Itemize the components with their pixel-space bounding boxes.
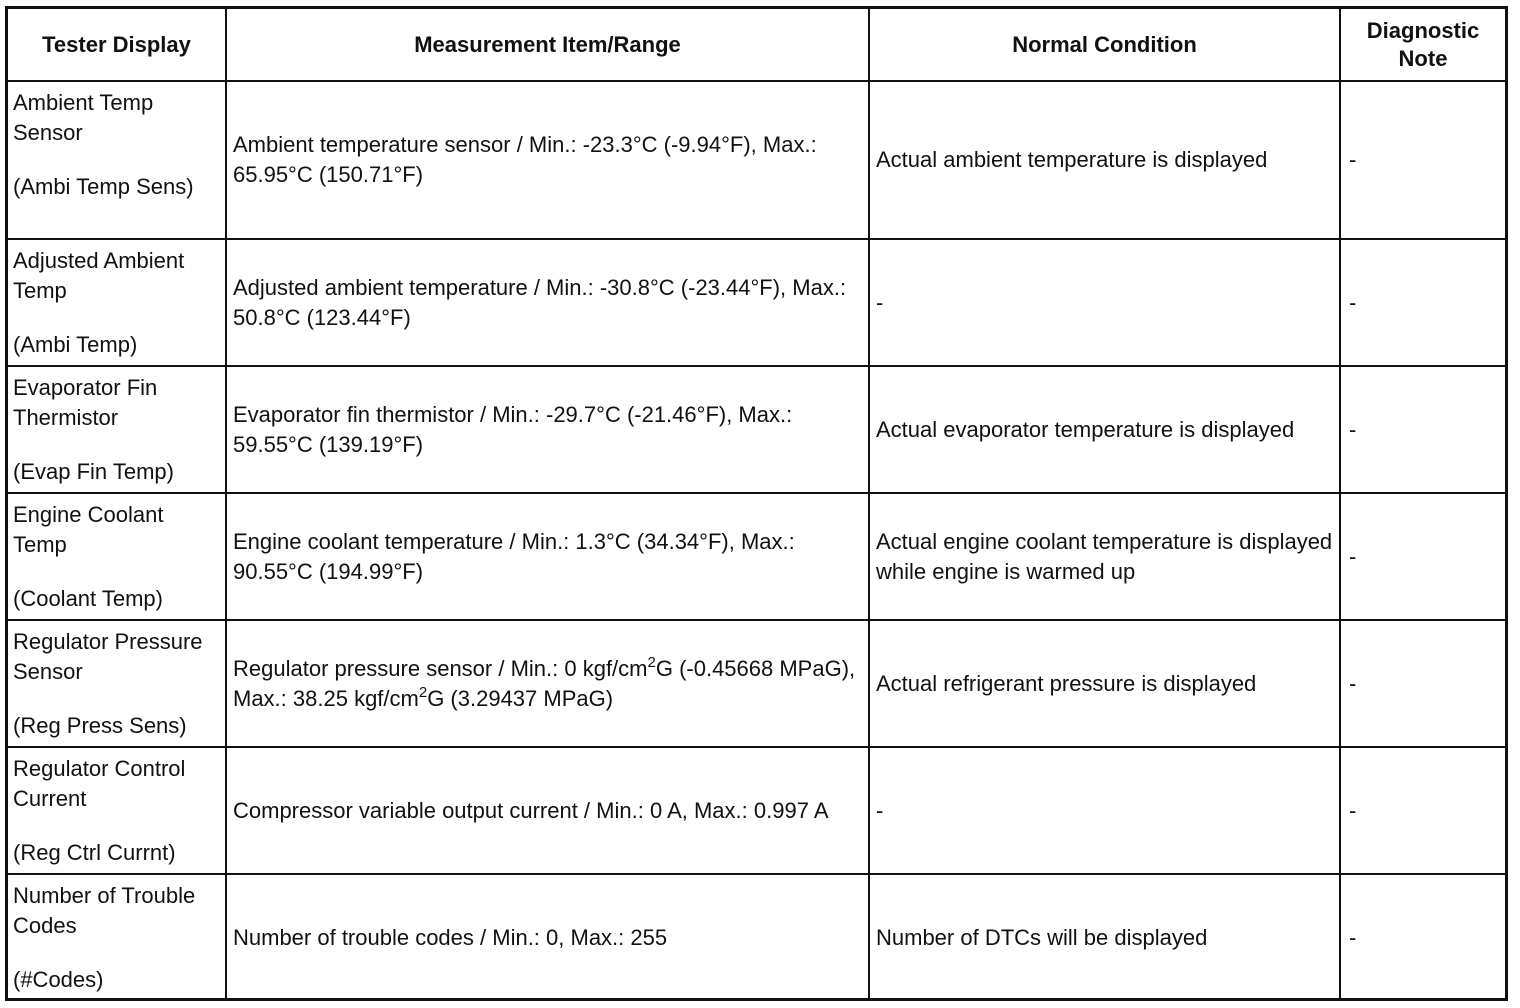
table-row [8, 493, 1505, 620]
tester-item-abbreviation: (Evap Fin Temp) [13, 459, 174, 484]
cell-measurement-item-range: Adjusted ambient temperature / Min.: -30.8°C (-23.44°F), Max.: 50.8°C (123.44°F) [226, 239, 869, 366]
table-row [8, 874, 1505, 1001]
measurement-text: G (3.29437 MPaG) [427, 685, 614, 711]
cell-diagnostic-note: - [1340, 366, 1505, 493]
data-list-table-container [5, 6, 1508, 1001]
table-header-row [8, 9, 1505, 81]
cell-diagnostic-note: - [1340, 874, 1505, 1001]
cell-tester-display [8, 620, 226, 747]
cell-tester-display [8, 874, 226, 1001]
cell-normal-condition: Number of DTCs will be displayed [869, 874, 1340, 1001]
tester-item-name: Evaporator Fin Thermistor [13, 375, 158, 430]
measurement-text: Regulator pressure sensor / Min.: 0 kgf/cm [233, 655, 648, 681]
cell-normal-condition: - [869, 747, 1340, 874]
cell-diagnostic-note: - [1340, 239, 1505, 366]
table-row [8, 81, 1505, 239]
superscript-exponent: 2 [418, 683, 428, 701]
cell-diagnostic-note: - [1340, 493, 1505, 620]
table-row [8, 620, 1505, 747]
tester-item-abbreviation: (Coolant Temp) [13, 586, 163, 611]
table-row [8, 239, 1505, 366]
cell-tester-display [8, 366, 226, 493]
cell-normal-condition: - [869, 239, 1340, 366]
tester-item-name: Regulator Control Current [13, 756, 186, 811]
cell-measurement-item-range: Evaporator fin thermistor / Min.: -29.7°C (-21.46°F), Max.: 59.55°C (139.19°F) [226, 366, 869, 493]
header-normal-condition: Normal Condition [869, 9, 1340, 81]
cell-tester-display [8, 81, 226, 239]
header-tester-display: Tester Display [8, 9, 226, 81]
cell-measurement-item-range: Number of trouble codes / Min.: 0, Max.: 255 [226, 874, 869, 1001]
measurement-text: G (-0.45668 MPaG), Max.: 38.25 kgf/cm [233, 655, 856, 711]
tester-item-name: Number of Trouble Codes [13, 883, 196, 938]
cell-normal-condition: Actual engine coolant temperature is displayed while engine is warmed up [869, 493, 1340, 620]
data-list-table [8, 9, 1505, 1001]
header-measurement-item-range: Measurement Item/Range [226, 9, 869, 81]
cell-normal-condition: Actual ambient temperature is displayed [869, 81, 1340, 239]
tester-item-name: Engine Coolant Temp [13, 502, 164, 557]
tester-item-name: Ambient Temp Sensor [13, 90, 154, 145]
cell-measurement-item-range [226, 620, 869, 747]
cell-tester-display [8, 747, 226, 874]
tester-item-name: Adjusted Ambient Temp [13, 248, 185, 303]
tester-item-abbreviation: (Ambi Temp) [13, 332, 138, 357]
cell-normal-condition: Actual refrigerant pressure is displayed [869, 620, 1340, 747]
cell-diagnostic-note: - [1340, 620, 1505, 747]
table-row [8, 366, 1505, 493]
table-row [8, 747, 1505, 874]
tester-item-abbreviation: (Reg Press Sens) [13, 713, 187, 738]
cell-tester-display [8, 239, 226, 366]
tester-item-abbreviation: (#Codes) [13, 967, 104, 992]
cell-measurement-item-range: Engine coolant temperature / Min.: 1.3°C (34.34°F), Max.: 90.55°C (194.99°F) [226, 493, 869, 620]
tester-item-name: Regulator Pressure Sensor [13, 629, 203, 684]
cell-diagnostic-note: - [1340, 81, 1505, 239]
tester-item-abbreviation: (Ambi Temp Sens) [13, 174, 194, 199]
cell-measurement-item-range: Ambient temperature sensor / Min.: -23.3°C (-9.94°F), Max.: 65.95°C (150.71°F) [226, 81, 869, 239]
cell-tester-display [8, 493, 226, 620]
cell-diagnostic-note: - [1340, 747, 1505, 874]
cell-measurement-item-range: Compressor variable output current / Min.: 0 A, Max.: 0.997 A [226, 747, 869, 874]
tester-item-abbreviation: (Reg Ctrl Currnt) [13, 840, 176, 865]
header-diagnostic-note: Diagnostic Note [1340, 9, 1505, 81]
cell-normal-condition: Actual evaporator temperature is displayed [869, 366, 1340, 493]
superscript-exponent: 2 [647, 653, 656, 671]
